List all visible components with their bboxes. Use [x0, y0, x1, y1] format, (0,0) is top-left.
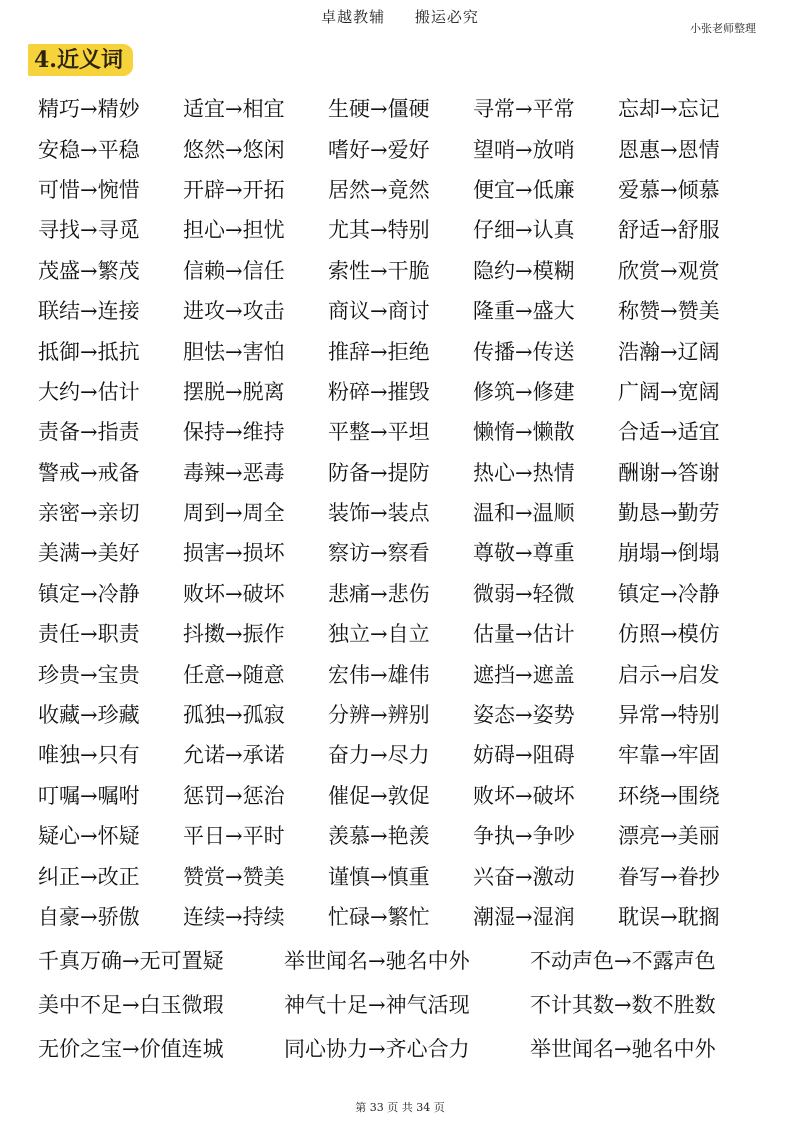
synonym-row — [38, 613, 768, 653]
synonym-pair: 牢靠→牢固 — [618, 743, 720, 768]
idiom-pair: 举世闻名→驰名中外 — [530, 1037, 716, 1061]
synonym-pair: 自豪→骄傲 — [38, 905, 140, 929]
idiom-list — [38, 938, 778, 1070]
synonym-row — [38, 411, 768, 451]
synonym-pair: 独立→自立 — [328, 622, 430, 647]
synonym-row — [38, 653, 768, 693]
synonym-pair: 爱慕→倾慕 — [618, 177, 720, 202]
synonym-pair: 粉碎→摧毁 — [328, 379, 430, 404]
synonym-pair: 遮挡→遮盖 — [473, 662, 575, 687]
synonym-pair: 懒惰→懒散 — [473, 420, 575, 445]
header-author: 小张老师整理 — [690, 22, 756, 35]
synonym-pair: 悲痛→悲伤 — [328, 581, 430, 606]
synonym-pair: 微弱→轻微 — [473, 581, 575, 606]
synonym-pair: 尤其→特别 — [328, 218, 430, 243]
idiom-row — [38, 982, 778, 1026]
synonym-pair: 镇定→冷静 — [38, 581, 140, 606]
synonym-pair: 宏伟→雄伟 — [328, 662, 430, 687]
synonym-pair: 浩瀚→辽阔 — [618, 339, 720, 364]
synonym-row — [38, 452, 768, 492]
synonym-pair: 争执→争吵 — [473, 824, 575, 849]
idiom-pair: 不计其数→数不胜数 — [530, 993, 716, 1017]
synonym-pair: 广阔→宽阔 — [618, 379, 720, 404]
synonym-pair: 恩惠→恩情 — [618, 137, 720, 162]
synonym-pair: 忘却→忘记 — [618, 97, 720, 122]
idiom-row — [38, 938, 778, 982]
idiom-row — [38, 1026, 778, 1070]
synonym-pair: 热心→热情 — [473, 460, 575, 485]
synonym-pair: 镇定→冷静 — [618, 581, 720, 606]
synonym-pair: 珍贵→宝贵 — [38, 662, 140, 687]
synonym-pair: 崩塌→倒塌 — [618, 541, 720, 566]
synonym-pair: 酬谢→答谢 — [618, 460, 720, 485]
synonym-pair: 适宜→相宜 — [183, 97, 285, 122]
synonym-row — [38, 532, 768, 572]
synonym-pair: 潮湿→湿润 — [473, 905, 575, 929]
synonym-pair: 寻找→寻觅 — [38, 218, 140, 243]
synonym-pair: 生硬→僵硬 — [328, 97, 430, 122]
synonym-pair: 疑心→怀疑 — [38, 824, 140, 849]
synonym-pair: 安稳→平稳 — [38, 137, 140, 162]
synonym-pair: 允诺→承诺 — [183, 743, 285, 768]
synonym-pair: 摆脱→脱离 — [183, 379, 285, 404]
synonym-pair: 环绕→围绕 — [618, 783, 720, 808]
synonym-pair: 悠然→悠闲 — [183, 137, 285, 162]
synonym-row — [38, 88, 768, 128]
synonym-pair: 唯独→只有 — [38, 743, 140, 768]
synonym-pair: 传播→传送 — [473, 339, 575, 364]
idiom-pair: 同心协力→齐心合力 — [284, 1037, 470, 1061]
section-title: 4.近义词 — [28, 44, 133, 76]
synonym-pair: 信赖→信任 — [183, 258, 285, 283]
synonym-row — [38, 694, 768, 734]
synonym-pair: 舒适→舒服 — [618, 218, 720, 243]
synonym-pair: 进攻→攻击 — [183, 299, 285, 324]
synonym-pair: 便宜→低廉 — [473, 177, 575, 202]
synonym-row — [38, 734, 768, 774]
synonym-row — [38, 815, 768, 855]
synonym-pair: 警戒→戒备 — [38, 460, 140, 485]
synonym-pair: 漂亮→美丽 — [618, 824, 720, 849]
synonym-pair: 嗜好→爱好 — [328, 137, 430, 162]
synonym-pair: 惩罚→惩治 — [183, 783, 285, 808]
idiom-pair: 举世闻名→驰名中外 — [284, 949, 470, 973]
synonym-pair: 寻常→平常 — [473, 97, 575, 122]
synonym-row — [38, 492, 768, 532]
synonym-pair: 可惜→惋惜 — [38, 177, 140, 202]
synonym-pair: 装饰→装点 — [328, 501, 430, 526]
synonym-row — [38, 775, 768, 815]
header-brand: 卓越教辅 — [321, 8, 386, 26]
synonym-pair: 茂盛→繁茂 — [38, 258, 140, 283]
synonym-pair: 责任→职责 — [38, 622, 140, 647]
synonym-pair: 居然→竟然 — [328, 177, 430, 202]
synonym-pair: 称赞→赞美 — [618, 299, 720, 324]
synonym-pair: 纠正→改正 — [38, 864, 140, 889]
synonym-pair: 开辟→开拓 — [183, 177, 285, 202]
synonym-pair: 商议→商讨 — [328, 299, 430, 324]
synonym-row — [38, 209, 768, 249]
idiom-pair: 美中不足→白玉微瑕 — [38, 993, 224, 1017]
synonym-pair: 精巧→精妙 — [38, 97, 140, 122]
synonym-row — [38, 573, 768, 613]
synonym-pair: 责备→指责 — [38, 420, 140, 445]
synonym-pair: 忙碌→繁忙 — [328, 905, 430, 929]
synonym-pair: 联结→连接 — [38, 299, 140, 324]
synonym-pair: 任意→随意 — [183, 662, 285, 687]
idiom-pair: 无价之宝→价值连城 — [38, 1037, 224, 1061]
synonym-pair: 合适→适宜 — [618, 420, 720, 445]
synonym-pair: 谨慎→慎重 — [328, 864, 430, 889]
synonym-pair: 美满→美好 — [38, 541, 140, 566]
synonym-pair: 眷写→眷抄 — [618, 864, 720, 889]
synonym-pair: 赞赏→赞美 — [183, 864, 285, 889]
page-footer: 第 33 页 共 34 页 — [355, 1101, 445, 1114]
synonym-pair: 抖擞→振作 — [183, 622, 285, 647]
synonym-pair: 催促→敦促 — [328, 783, 430, 808]
idiom-pair: 不动声色→不露声色 — [530, 949, 716, 973]
synonym-pair: 索性→干脆 — [328, 258, 430, 283]
synonym-pair: 羡慕→艳羡 — [328, 824, 430, 849]
synonym-pair: 抵御→抵抗 — [38, 339, 140, 364]
synonym-row — [38, 855, 768, 895]
synonym-grid — [38, 88, 768, 936]
synonym-row — [38, 371, 768, 411]
page-header — [0, 6, 800, 27]
synonym-pair: 温和→温顺 — [473, 501, 575, 526]
synonym-row — [38, 896, 768, 936]
synonym-pair: 防备→提防 — [328, 460, 430, 485]
synonym-pair: 胆怯→害怕 — [183, 339, 285, 364]
synonym-pair: 推辞→拒绝 — [328, 339, 430, 364]
synonym-pair: 兴奋→激动 — [473, 864, 575, 889]
synonym-pair: 耽误→耽搁 — [618, 905, 720, 929]
synonym-pair: 周到→周全 — [183, 501, 285, 526]
synonym-row — [38, 330, 768, 370]
synonym-pair: 孤独→孤寂 — [183, 703, 285, 728]
synonym-pair: 平整→平坦 — [328, 420, 430, 445]
synonym-pair: 收藏→珍藏 — [38, 703, 140, 728]
synonym-pair: 分辨→辨别 — [328, 703, 430, 728]
synonym-pair: 异常→特别 — [618, 703, 720, 728]
synonym-pair: 估量→估计 — [473, 622, 575, 647]
synonym-pair: 望哨→放哨 — [473, 137, 575, 162]
synonym-pair: 隆重→盛大 — [473, 299, 575, 324]
idiom-pair: 神气十足→神气活现 — [284, 993, 470, 1017]
synonym-pair: 毒辣→恶毒 — [183, 460, 285, 485]
synonym-pair: 败坏→破坏 — [183, 581, 285, 606]
synonym-pair: 启示→启发 — [618, 662, 720, 687]
synonym-pair: 败坏→破坏 — [473, 783, 575, 808]
idiom-pair: 千真万确→无可置疑 — [38, 949, 224, 973]
header-notice: 搬运必究 — [414, 8, 479, 26]
synonym-pair: 亲密→亲切 — [38, 501, 140, 526]
synonym-pair: 勤恳→勤劳 — [618, 501, 720, 526]
synonym-row — [38, 250, 768, 290]
synonym-pair: 保持→维持 — [183, 420, 285, 445]
synonym-pair: 损害→损坏 — [183, 541, 285, 566]
synonym-row — [38, 290, 768, 330]
synonym-pair: 叮嘱→嘱咐 — [38, 783, 140, 808]
synonym-pair: 仔细→认真 — [473, 218, 575, 243]
synonym-pair: 仿照→模仿 — [618, 622, 720, 647]
synonym-pair: 尊敬→尊重 — [473, 541, 575, 566]
synonym-pair: 平日→平时 — [183, 824, 285, 849]
synonym-pair: 妨碍→阻碍 — [473, 743, 575, 768]
synonym-pair: 欣赏→观赏 — [618, 258, 720, 283]
synonym-row — [38, 128, 768, 168]
synonym-pair: 连续→持续 — [183, 905, 285, 929]
synonym-pair: 大约→估计 — [38, 379, 140, 404]
synonym-pair: 担心→担忧 — [183, 218, 285, 243]
synonym-pair: 隐约→模糊 — [473, 258, 575, 283]
synonym-pair: 察访→察看 — [328, 541, 430, 566]
synonym-pair: 姿态→姿势 — [473, 703, 575, 728]
synonym-row — [38, 169, 768, 209]
synonym-pair: 修筑→修建 — [473, 379, 575, 404]
synonym-pair: 奋力→尽力 — [328, 743, 430, 768]
